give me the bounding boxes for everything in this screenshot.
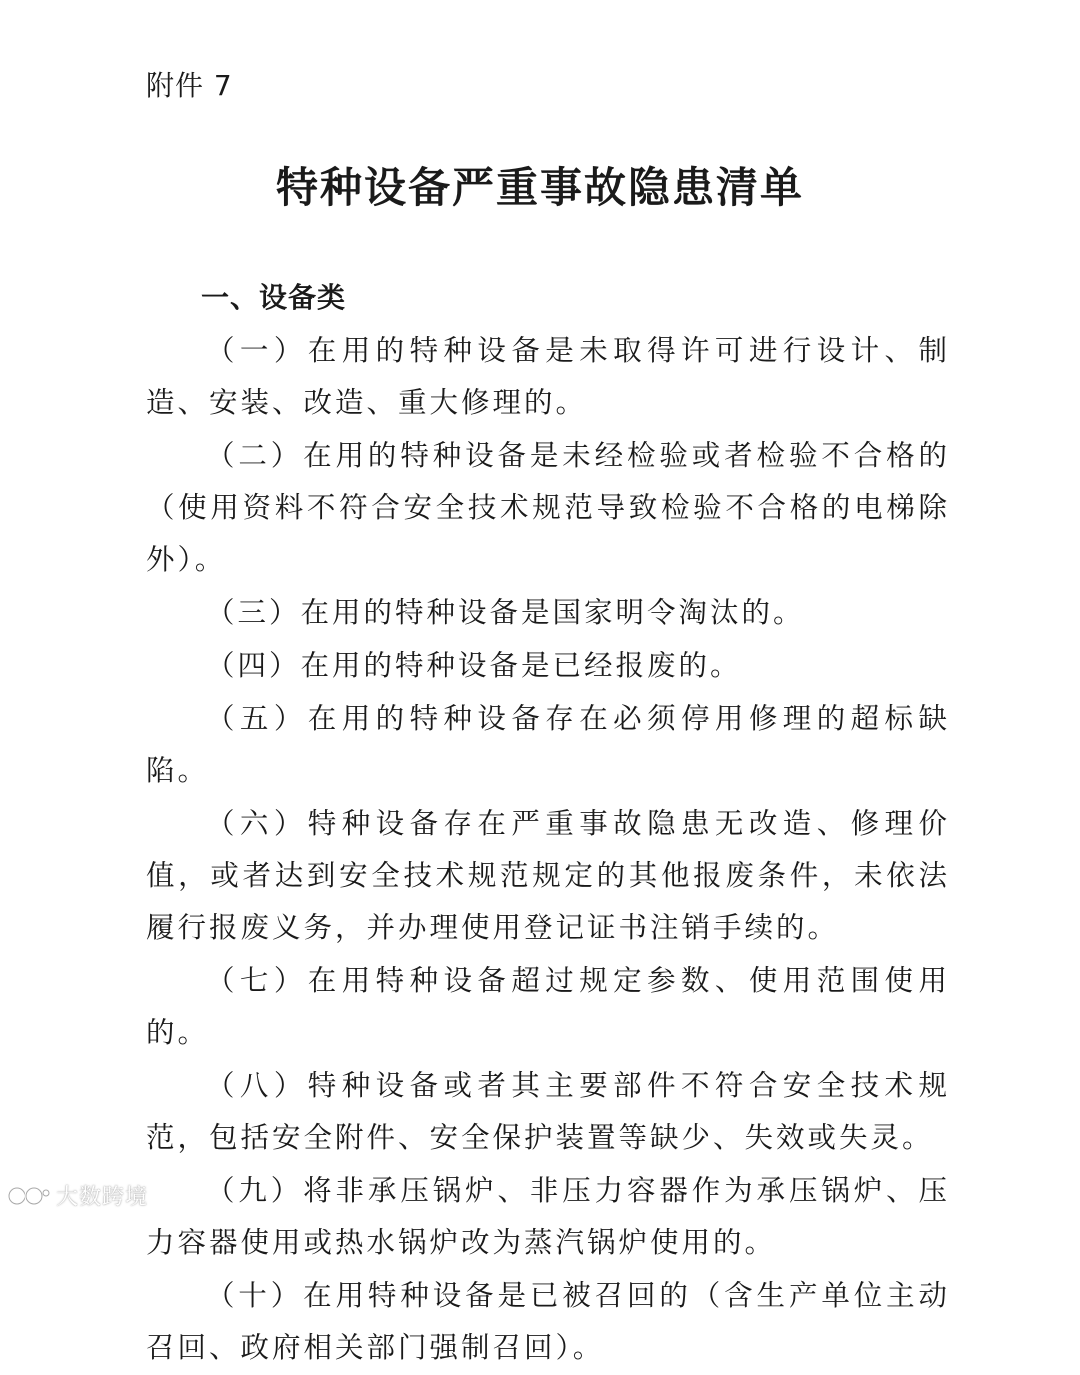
list-item: （三）在用的特种设备是国家明令淘汰的。 [206, 596, 805, 629]
list-item: （二）在用的特种设备是未经检验或者检验不合格的（使用资料不符合安全技术规范导致检验不合格的电梯除外）。 [146, 439, 950, 576]
list-item: （五）在用的特种设备存在必须停用修理的超标缺陷。 [146, 702, 950, 787]
list-item: （六）特种设备存在严重事故隐患无改造、修理价值，或者达到安全技术规范规定的其他报废条件，未依法履行报废义务，并办理使用登记证书注销手续的。 [146, 807, 950, 944]
list-item: （四）在用的特种设备是已经报废的。 [206, 649, 742, 682]
brand-logo-icon [6, 1183, 50, 1209]
section-heading: 一、设备类 [201, 281, 347, 314]
item-list [146, 325, 950, 1375]
watermark [6, 1180, 148, 1211]
list-item: （一）在用的特种设备是未取得许可进行设计、制造、安装、改造、重大修理的。 [146, 334, 950, 419]
list-item: （七）在用特种设备超过规定参数、使用范围使用的。 [146, 964, 950, 1049]
list-item: （十）在用特种设备是已被召回的（含生产单位主动召回、政府相关部门强制召回）。 [146, 1279, 950, 1364]
list-item: （九）将非承压锅炉、非压力容器作为承压锅炉、压力容器使用或热水锅炉改为蒸汽锅炉使用的。 [146, 1174, 950, 1259]
watermark-text: 大数跨境 [56, 1185, 149, 1210]
list-item: （八）特种设备或者其主要部件不符合安全技术规范，包括安全附件、安全保护装置等缺少、失效或失灵。 [146, 1069, 950, 1154]
attachment-label: 附件 7 [146, 69, 233, 102]
document-title: 特种设备严重事故隐患清单 [275, 163, 804, 212]
